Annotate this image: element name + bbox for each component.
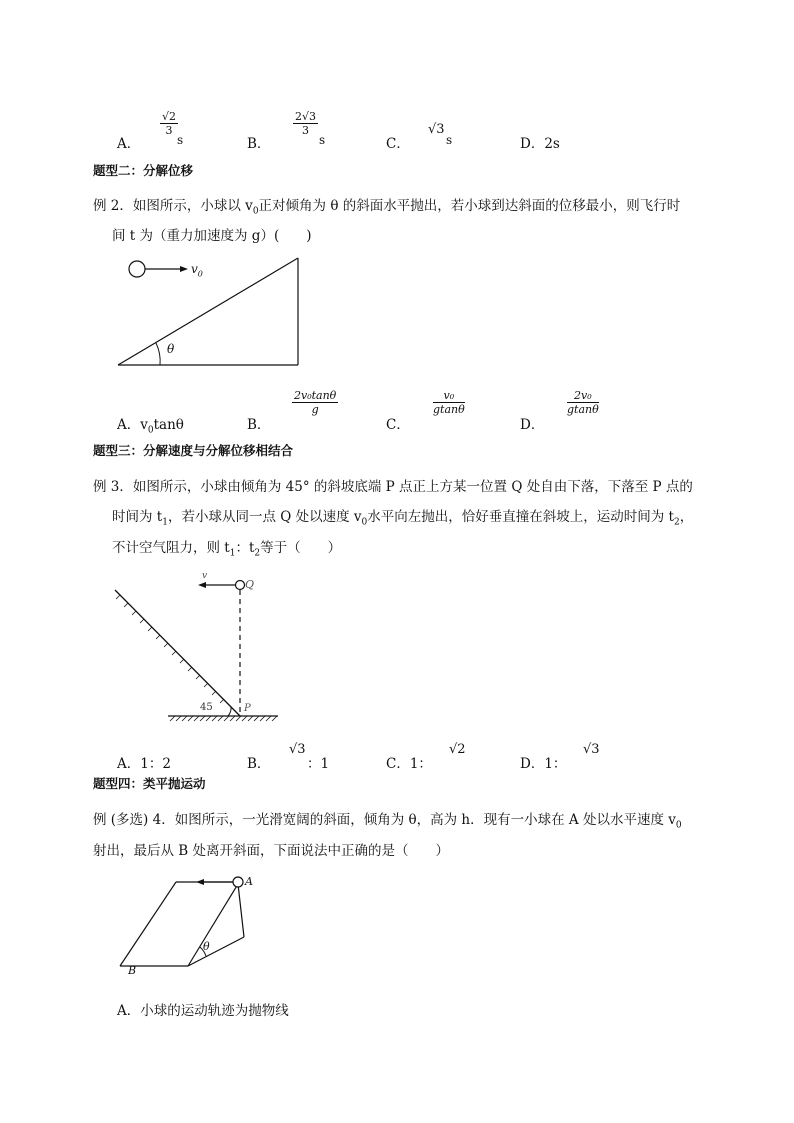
q2-option-a bbox=[117, 413, 184, 436]
ball-icon bbox=[236, 581, 245, 590]
top-option-b-fraction bbox=[293, 110, 318, 137]
arrow-head-icon bbox=[196, 879, 204, 885]
section-title-3: 题型三：分解速度与分解位移相结合 bbox=[93, 443, 294, 458]
q2-line2: 间 t 为（重力加速度为 g）( ) bbox=[112, 228, 312, 244]
q3-option-d-value: √3 bbox=[583, 742, 600, 757]
q3-option-a: A．1：2 bbox=[117, 756, 171, 772]
q2-option-c-fraction bbox=[433, 389, 465, 416]
q4-text: 例 (多选) 4．如图所示，一光滑宽阔的斜面，倾角为 θ，高为 h．现有一小球在 A 处以水平速度 v bbox=[93, 812, 676, 828]
slope-line bbox=[115, 590, 240, 716]
fraction-numerator: v₀ bbox=[443, 389, 455, 402]
q2-option-b-fraction bbox=[292, 389, 338, 416]
q3-option-d-label: D．1： bbox=[520, 756, 567, 772]
q3-option-c-label: C．1： bbox=[386, 756, 432, 772]
q3-line2 bbox=[112, 505, 693, 528]
q3-sub: 2 bbox=[673, 517, 680, 528]
q2-fig-v-label bbox=[191, 262, 203, 278]
fraction-numerator: 2v₀ bbox=[574, 389, 592, 402]
q2-line1 bbox=[93, 194, 680, 217]
q3-fig-q-label: Q bbox=[245, 578, 255, 591]
q3-sub: 1 bbox=[162, 517, 168, 528]
q3-sub: 1 bbox=[229, 548, 236, 559]
q3-option-b-value: √3 bbox=[289, 742, 306, 757]
q3-text: ：t bbox=[235, 540, 255, 556]
slope-hatching bbox=[116, 595, 224, 703]
incline-height-edge bbox=[238, 884, 244, 937]
q4-fig-theta: θ bbox=[203, 940, 210, 953]
incline-slope bbox=[118, 258, 298, 365]
ball-icon bbox=[129, 261, 145, 277]
q3-sub: 2 bbox=[254, 548, 261, 559]
q3-line3 bbox=[112, 536, 341, 559]
q2-option-d-fraction bbox=[567, 389, 599, 416]
fraction-denominator: 3 bbox=[165, 124, 173, 137]
opt-rest: tanθ bbox=[153, 417, 184, 433]
v-sub: 0 bbox=[197, 269, 203, 279]
ball-icon bbox=[233, 877, 243, 887]
q3-fig-v-label: v bbox=[202, 571, 208, 581]
q2-option-c-label: C． bbox=[386, 417, 410, 433]
q3-fig-p-label: P bbox=[244, 703, 251, 714]
top-option-a-unit: s bbox=[177, 133, 184, 147]
q4-fig-b-label: B bbox=[128, 964, 137, 977]
opt-sub: 0 bbox=[147, 425, 154, 436]
q3-option-b-rest: ：1 bbox=[307, 756, 330, 772]
fraction-numerator: 2v₀tanθ bbox=[294, 389, 337, 402]
angle-arc bbox=[228, 707, 231, 716]
q3-fig-angle-label: 45 bbox=[200, 702, 213, 713]
fraction-numerator: 2√3 bbox=[295, 110, 317, 123]
q2-incline-figure bbox=[110, 250, 310, 370]
q3-option-b-label: B． bbox=[247, 756, 271, 772]
q3-option-c-value: √2 bbox=[449, 742, 466, 757]
q3-text: 时间为 t bbox=[112, 509, 163, 525]
top-option-c-label: C． bbox=[386, 136, 410, 152]
fraction-numerator: √2 bbox=[162, 110, 177, 123]
q4-fig-a-label: A bbox=[245, 875, 253, 888]
q2-text-rest: 正对倾角为 θ 的斜面水平抛出，若小球到达斜面的位移最小，则飞行时 bbox=[258, 198, 681, 214]
q2-sub: 0 bbox=[252, 206, 259, 217]
fraction-denominator: 3 bbox=[302, 124, 309, 137]
incline-left-edge bbox=[120, 882, 176, 966]
fraction-denominator: gtanθ bbox=[433, 403, 465, 416]
q3-line1: 例 3．如图所示，小球由倾角为 45° 的斜坡底端 P 点正上方某一位置 Q 处自由下落，下落至 P 点的 bbox=[93, 479, 693, 495]
angle-arc bbox=[156, 343, 160, 365]
top-option-a-fraction bbox=[160, 110, 178, 137]
q4-sub: 0 bbox=[675, 820, 682, 831]
q2-fig-theta: θ bbox=[167, 342, 175, 356]
ground-hatching bbox=[170, 716, 277, 721]
q3-text: 不计空气阻力，则 t bbox=[112, 540, 230, 556]
q3-slope-figure bbox=[110, 570, 280, 725]
section-title-4: 题型四：类平抛运动 bbox=[93, 776, 206, 791]
q4-line1 bbox=[93, 808, 682, 831]
top-option-d: D．2s bbox=[520, 136, 560, 152]
top-option-b-unit: s bbox=[319, 133, 326, 147]
q2-option-b-label: B． bbox=[247, 417, 271, 433]
fraction-denominator: g bbox=[311, 403, 319, 416]
q4-line2: 射出，最后从 B 处离开斜面，下面说法中正确的是（ ） bbox=[93, 843, 450, 859]
section-title-2: 题型二：分解位移 bbox=[93, 163, 194, 178]
q3-sub: 0 bbox=[361, 517, 368, 528]
q3-text: 等于（ ） bbox=[260, 540, 342, 556]
top-option-b-label: B． bbox=[247, 136, 271, 152]
fraction-denominator: gtanθ bbox=[567, 403, 599, 416]
v-letter: v bbox=[191, 262, 198, 276]
top-option-c-value: √3 bbox=[428, 122, 445, 137]
top-option-a-label: A． bbox=[117, 136, 141, 152]
arrow-head-icon bbox=[198, 582, 206, 588]
q2-text: 例 2．如图所示，小球以 v bbox=[93, 198, 253, 214]
arrow-head-icon bbox=[180, 266, 188, 272]
q3-text: 水平向左抛出，恰好垂直撞在斜坡上，运动时间为 t bbox=[367, 509, 674, 525]
q4-option-a: A．小球的运动轨迹为抛物线 bbox=[117, 1003, 289, 1019]
q3-text: ，若小球从同一点 Q 处以速度 v bbox=[167, 509, 362, 525]
q2-option-d-label: D． bbox=[520, 417, 545, 433]
top-option-c-unit: s bbox=[446, 133, 453, 147]
q3-text: ， bbox=[679, 509, 694, 525]
opt-text: A．v bbox=[117, 417, 148, 433]
